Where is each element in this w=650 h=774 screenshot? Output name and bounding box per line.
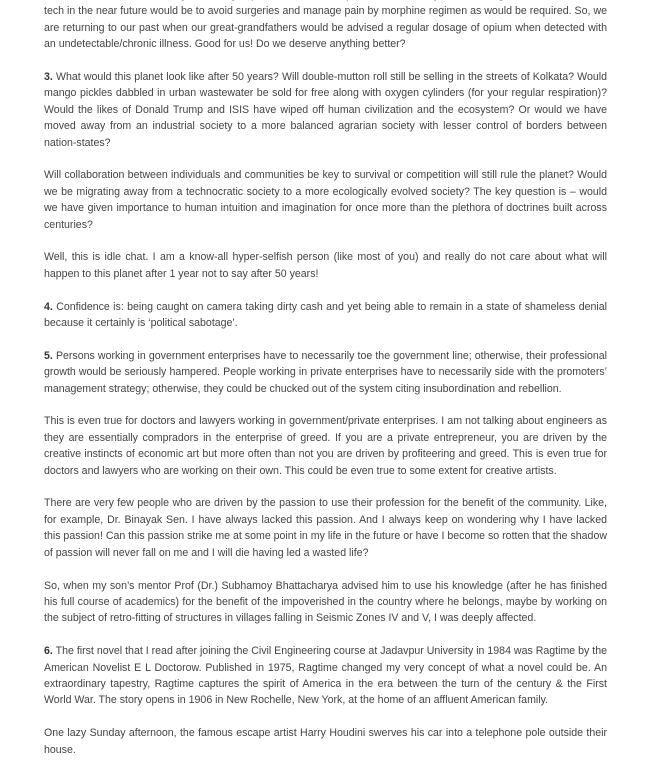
paragraph-text: The first novel that I read after joining the Civil Engineering course at Jadavpur University in 1984 was Ragtime by the American Novelist E L Doctorow. Published in 1975, Ragtime changed my very concept of what a novel could be. An extraordinary tapestry, Ragtime captures the spirit of America in the era between the turn of the century & the First World War. The story opens in 1906 in New Rochelle, New York, at the home of an affluent American family. <box>44 645 607 707</box>
article-body <box>44 0 607 774</box>
paragraph-point-3 <box>44 69 607 151</box>
paragraph-point-6 <box>44 643 607 709</box>
paragraph-text: tech in the near future would be to avoid surgeries and manage pain by morphine regimen as would be required. So, we are returning to our past when our great-grandfathers would be advised a regular dosage of opium when detected with an undetectable/chronic illness. Good for us! Do we deserve anything better? <box>44 5 607 51</box>
paragraph-point-4 <box>44 299 607 332</box>
paragraph-text: So, when my son’s mentor Prof (Dr.) Subhamoy Bhattacharya advised him to use his knowledge (after he has finished his full course of academics) for the benefit of the impoverished in the country where he belongs, maybe by working on the subject of retro-fitting of structures in villages falling in Seismic Zones IV and V, I was deeply affected. <box>44 579 607 625</box>
point-number: 6. <box>44 645 53 658</box>
paragraph-houdini <box>44 725 607 758</box>
paragraph-text: Confidence is: being caught on camera taking dirty cash and yet being able to remain in a state of shameless denial because it certainly is ‘political sabotage’. <box>44 300 607 330</box>
paragraph-text: This is even true for doctors and lawyers working in government/private enterprises. I am not talking about engineers as they are essentially compradors in the enterprise of greed. If you are a private entrepreneur, you are driven by the creative instincts of economic art but more often than not you are driven by profiteering and greed. This is even true for doctors and lawyers who are working on their own. This could be even true to some extent for creative artists. <box>44 415 607 477</box>
paragraph-idle-chat <box>44 249 607 282</box>
point-number: 3. <box>44 71 53 84</box>
paragraph-pain-management <box>44 0 607 53</box>
paragraph-text: There are very few people who are driven by the passion to use their profession for the benefit of the community. Like, for example, Dr. Binayak Sen. I have always lacked this passion. And I always keep on wondering why I have lacked this passion! Can this passion strike me at some point in my life in the future or have I become so rotten that the shadow of passion will never fall on me and I will die having led a wasted life? <box>44 497 607 559</box>
paragraph-text: Well, this is idle chat. I am a know-all hyper-selfish person (like most of you) and really do not care about what will happen to this planet after 1 year not to say after 50 years! <box>44 251 607 280</box>
point-number: 5. <box>44 349 53 362</box>
paragraph-text: Persons working in government enterprises have to necessarily toe the government line; otherwise, their professional growth would be seriously hampered. People working in private enterprises have to necessarily side with the promoters’ management strategy; otherwise, they could be chucked out of the system citing insubordination and rebellion. <box>44 349 607 395</box>
paragraph-text: Will collaboration between individuals and communities be key to survival or competition will still rule the planet? Would we be migrating away from a technocratic society to a more ecologically evolved society? The key question is – would we have given importance to human intuition and imagination for once more than the plethora of doctrines built across centuries? <box>44 169 607 231</box>
paragraph-mentor <box>44 578 607 627</box>
paragraph-passion <box>44 495 607 561</box>
paragraph-point-5 <box>44 348 607 397</box>
paragraph-text: What would this planet look like after 50 years? Will double-mutton roll still be selling in the streets of Kolkata? Would mango pickles dabbled in urban wastewater be sold for free along with oxygen cylinders (for your regular respiration)? Would the likes of Donald Trump and ISIS have wiped off human civilization and the ecosystem? Or would we have moved away from an industrial society to a more balanced agrarian society with lesser control of borders between nation-states? <box>44 71 607 149</box>
paragraph-doctors-lawyers <box>44 413 607 479</box>
paragraph-text: One lazy Sunday afternoon, the famous escape artist Harry Houdini swerves his car into a telephone pole outside their house. <box>44 727 607 756</box>
point-number: 4. <box>44 300 53 313</box>
paragraph-collaboration <box>44 167 607 233</box>
